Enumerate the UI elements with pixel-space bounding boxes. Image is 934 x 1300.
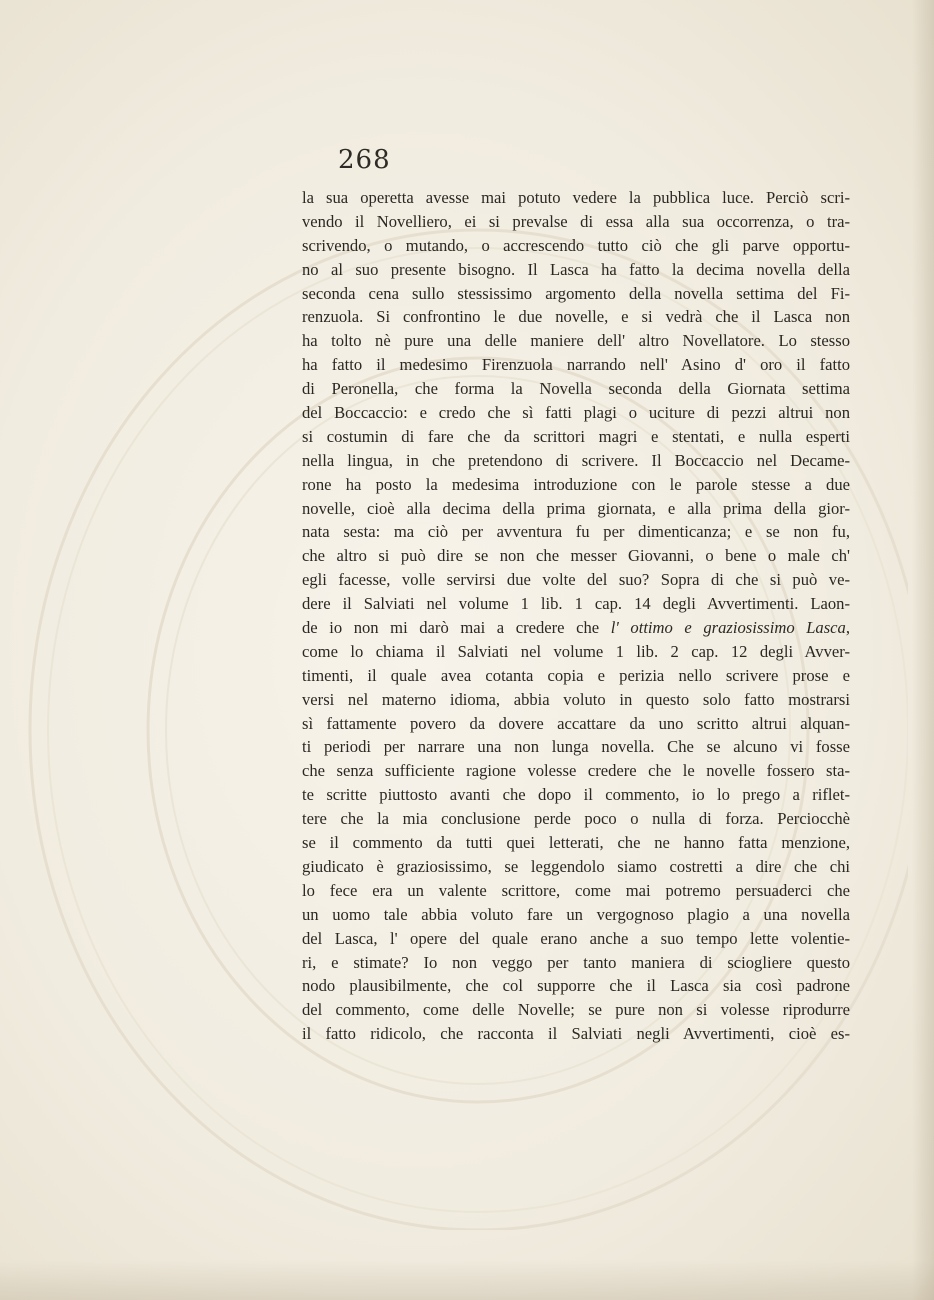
text-line: che senza sufficiente ragione volesse credere che le novelle fossero sta-: [302, 761, 850, 781]
text-line: ha fatto il medesimo Firenzuola narrando nell' Asino d' oro il fatto: [302, 355, 850, 375]
text-fragment: de io non mi darò mai a credere che: [302, 618, 611, 638]
text-line: lo fece era un valente scrittore, come mai potremo persuaderci che: [302, 880, 850, 900]
text-line: novelle, cioè alla decima della prima giornata, e alla prima della gior-: [302, 498, 850, 518]
text-line: te scritte piuttosto avanti che dopo il commento, io lo prego a riflet-: [302, 785, 850, 805]
text-line: ha tolto nè pure una delle maniere dell' altro Novellatore. Lo stesso: [302, 331, 850, 351]
page-bottom-shadow: [0, 1260, 934, 1300]
text-line: nata sesta: ma ciò per avventura fu per dimenticanza; e se non fu,: [302, 522, 850, 542]
text-line: se il commento da tutti quei letterati, che ne hanno fatta menzione,: [302, 833, 850, 853]
text-line: del Boccaccio: e credo che sì fatti plagi o uciture di pezzi altrui non: [302, 403, 850, 423]
text-line: ti periodi per narrare una non lunga novella. Che se alcuno vi fosse: [302, 737, 850, 757]
text-line: giudicato è graziosissimo, se leggendolo siamo costretti a dire che chi: [302, 856, 850, 876]
text-line: egli facesse, volle servirsi due volte del suo? Sopra di che si può ve-: [302, 570, 850, 590]
page-number: 268: [338, 145, 391, 175]
text-line: del Lasca, l' opere del quale erano anche a suo tempo lette volentie-: [302, 928, 850, 948]
text-line: nella lingua, in che pretendono di scrivere. Il Boccaccio nel Decame-: [302, 450, 850, 470]
text-line: timenti, il quale avea cotanta copia e perizia nello scrivere prose e: [302, 665, 850, 685]
text-line: del commento, come delle Novelle; se pure non si volesse riprodurre: [302, 1000, 850, 1020]
text-fragment: ,: [845, 618, 850, 638]
text-line: versi nel materno idioma, abbia voluto in questo solo fatto mostrarsi: [302, 689, 850, 709]
text-line: che altro si può dire se non che messer Giovanni, o bene o male ch': [302, 546, 850, 566]
text-line: ri, e stimate? Io non veggo per tanto maniera di sciogliere questo: [302, 952, 850, 972]
text-line: di Peronella, che forma la Novella seconda della Giornata settima: [302, 379, 850, 399]
body-text: [302, 186, 850, 1046]
text-line: vendo il Novelliero, ei si prevalse di essa alla sua occorrenza, o tra-: [302, 211, 850, 231]
text-line: si costumin di fare che da scrittori magri e stentati, e nulla esperti: [302, 426, 850, 446]
text-line: sì fattamente povero da dovere accattare da uno scritto altrui alquan-: [302, 713, 850, 733]
text-line: no al suo presente bisogno. Il Lasca ha fatto la decima novella della: [302, 259, 850, 279]
text-line-with-italic: [302, 616, 850, 640]
text-line: il fatto ridicolo, che racconta il Salviati negli Avvertimenti, cioè es-: [302, 1024, 850, 1044]
text-line: renzuola. Si confrontino le due novelle, e si vedrà che il Lasca non: [302, 307, 850, 327]
italic-quote: l' ottimo e graziosissimo Lasca: [610, 618, 846, 638]
text-line: tere che la mia conclusione perde poco o nulla di forza. Perciocchè: [302, 809, 850, 829]
text-line: nodo plausibilmente, che col supporre che il Lasca sia così padrone: [302, 976, 850, 996]
text-line: un uomo tale abbia voluto fare un vergognoso plagio a una novella: [302, 904, 850, 924]
text-line: seconda cena sullo stessissimo argomento della novella settima del Fi-: [302, 283, 850, 303]
text-line: dere il Salviati nel volume 1 lib. 1 cap. 14 degli Avvertimenti. Laon-: [302, 594, 850, 614]
text-line: come lo chiama il Salviati nel volume 1 lib. 2 cap. 12 degli Avver-: [302, 641, 850, 661]
text-line: rone ha posto la medesima introduzione con le parole stesse a due: [302, 474, 850, 494]
text-line: la sua operetta avesse mai potuto vedere la pubblica luce. Perciò scri-: [302, 188, 850, 207]
page-edge-shadow: [912, 0, 934, 1300]
text-line: scrivendo, o mutando, o accrescendo tutto ciò che gli parve opportu-: [302, 235, 850, 255]
